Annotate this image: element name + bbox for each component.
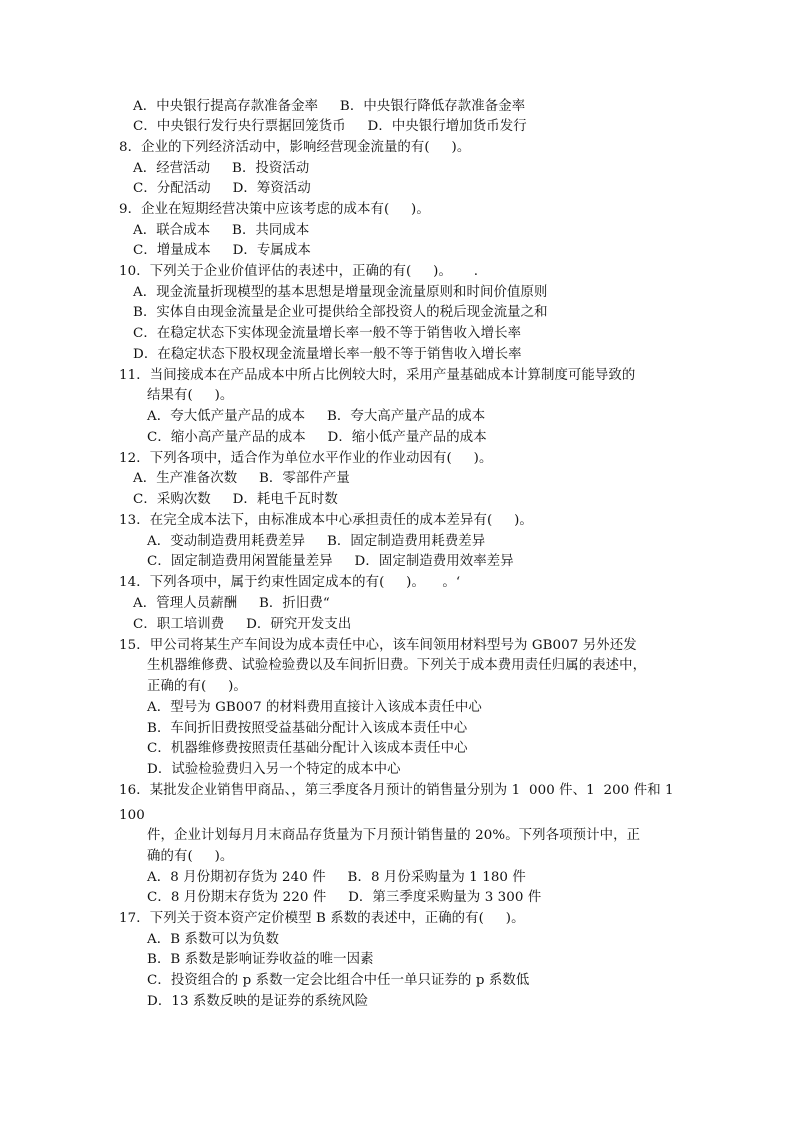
q15-option-a: A．型号为 GB007 的材料费用直接计入该成本责任中心: [147, 700, 482, 715]
q16-options-ab: A．8 月份期初存货为 240 件 B．8 月份采购量为 1 180 件: [147, 870, 526, 885]
q15-stem-continued-1: 生机器维修费、试验检验费以及车间折旧费。下列关于成本费用责任归属的表述中，: [147, 658, 647, 673]
q16-stem-continued-2: 确的有( )。: [147, 849, 234, 864]
q17-option-a: A．B 系数可以为负数: [147, 932, 279, 947]
q11-options-ab: A．夸大低产量产品的成本 B．夸大高产量产品的成本: [147, 409, 486, 424]
q17-option-b: B．B 系数是影响证券收益的唯一因素: [147, 952, 374, 967]
q10-option-a: A．现金流量折现模型的基本思想是增量现金流量原则和时间价值原则: [133, 285, 548, 300]
q14-stem: 14．下列各项中，属于约束性固定成本的有( )。 。‘: [119, 575, 461, 590]
q8-options-ab: A．经营活动 B．投资活动: [133, 161, 310, 176]
q16-stem-continued-1: 件，企业计划每月月末商品存货量为下月预计销售量的 20%。下列各项预计中，正: [147, 828, 641, 843]
q12-stem: 12．下列各项中，适合作为单位水平作业的作业动因有( )。: [119, 451, 493, 466]
q16-stem-wrap: 100: [119, 808, 145, 823]
q15-option-d: D．试验检验费归入另一个特定的成本中心: [147, 762, 401, 777]
q8-stem: 8．企业的下列经济活动中，影响经营现金流量的有( )。: [119, 140, 471, 155]
q13-stem: 13．在完全成本法下，由标准成本中心承担责任的成本差异有( )。: [119, 513, 533, 528]
q12-options-ab: A．生产准备次数 B．零部件产量: [133, 471, 350, 486]
q10-stem: 10．下列关于企业价值评估的表述中，正确的有( )。 .: [119, 264, 479, 279]
q10-option-d: D．在稳定状态下股权现金流量增长率一般不等于销售收入增长率: [133, 347, 522, 362]
q10-option-b: B．实体自由现金流量是企业可提供给全部投资人的税后现金流量之和: [133, 305, 548, 320]
q11-options-cd: C．缩小高产量产品的成本 D．缩小低产量产品的成本: [147, 430, 487, 445]
q11-stem: 11．当间接成本在产品成本中所占比例较大时，采用产量基础成本计算制度可能导致的: [119, 368, 636, 383]
q17-option-c: C．投资组合的 p 系数一定会比组合中任一单只证券的 p 系数低: [147, 973, 530, 988]
q12-options-cd: C．采购次数 D．耗电千瓦时数: [133, 492, 338, 507]
q15-option-c: C．机器维修费按照责任基础分配计入该成本责任中心: [147, 741, 468, 756]
q16-options-cd: C．8 月份期末存货为 220 件 D．第三季度采购量为 3 300 件: [147, 890, 542, 905]
q11-stem-continued: 结果有( )。: [147, 388, 234, 403]
q9-stem: 9．企业在短期经营决策中应该考虑的成本有( )。: [119, 202, 430, 217]
q7-options-ab: A．中央银行提高存款准备金率 B．中央银行降低存款准备金率: [133, 99, 526, 114]
q15-stem-continued-2: 正确的有( )。: [147, 679, 247, 694]
q8-options-cd: C．分配活动 D．筹资活动: [133, 181, 311, 196]
q17-stem: 17．下列关于资本资产定价模型 B 系数的表述中，正确的有( )。: [119, 911, 525, 926]
q7-options-cd: C．中央银行发行央行票据回笼货币 D．中央银行增加货币发行: [133, 119, 527, 134]
q13-options-ab: A．变动制造费用耗费差异 B．固定制造费用耗费差异: [147, 534, 486, 549]
q16-stem: 16．某批发企业销售甲商品、，第三季度各月预计的销售量分别为 1 000 件、1 200 件和 1: [119, 783, 674, 798]
q15-stem: 15．甲公司将某生产车间设为成本责任中心，该车间领用材料型号为 GB007 另外还发: [119, 638, 637, 653]
q17-option-d: D．13 系数反映的是证券的系统风险: [147, 994, 369, 1009]
q9-options-cd: C．增量成本 D．专属成本: [133, 243, 311, 258]
q14-options-ab: A．管理人员薪酬 B．折旧费“: [133, 596, 330, 611]
q14-options-cd: C．职工培训费 D．研究开发支出: [133, 617, 352, 632]
q9-options-ab: A．联合成本 B．共同成本: [133, 223, 310, 238]
q13-options-cd: C．固定制造费用闲置能量差异 D．固定制造费用效率差异: [147, 554, 514, 569]
q10-option-c: C．在稳定状态下实体现金流量增长率一般不等于销售收入增长率: [133, 326, 522, 341]
q15-option-b: B．车间折旧费按照受益基础分配计入该成本责任中心: [147, 721, 468, 736]
